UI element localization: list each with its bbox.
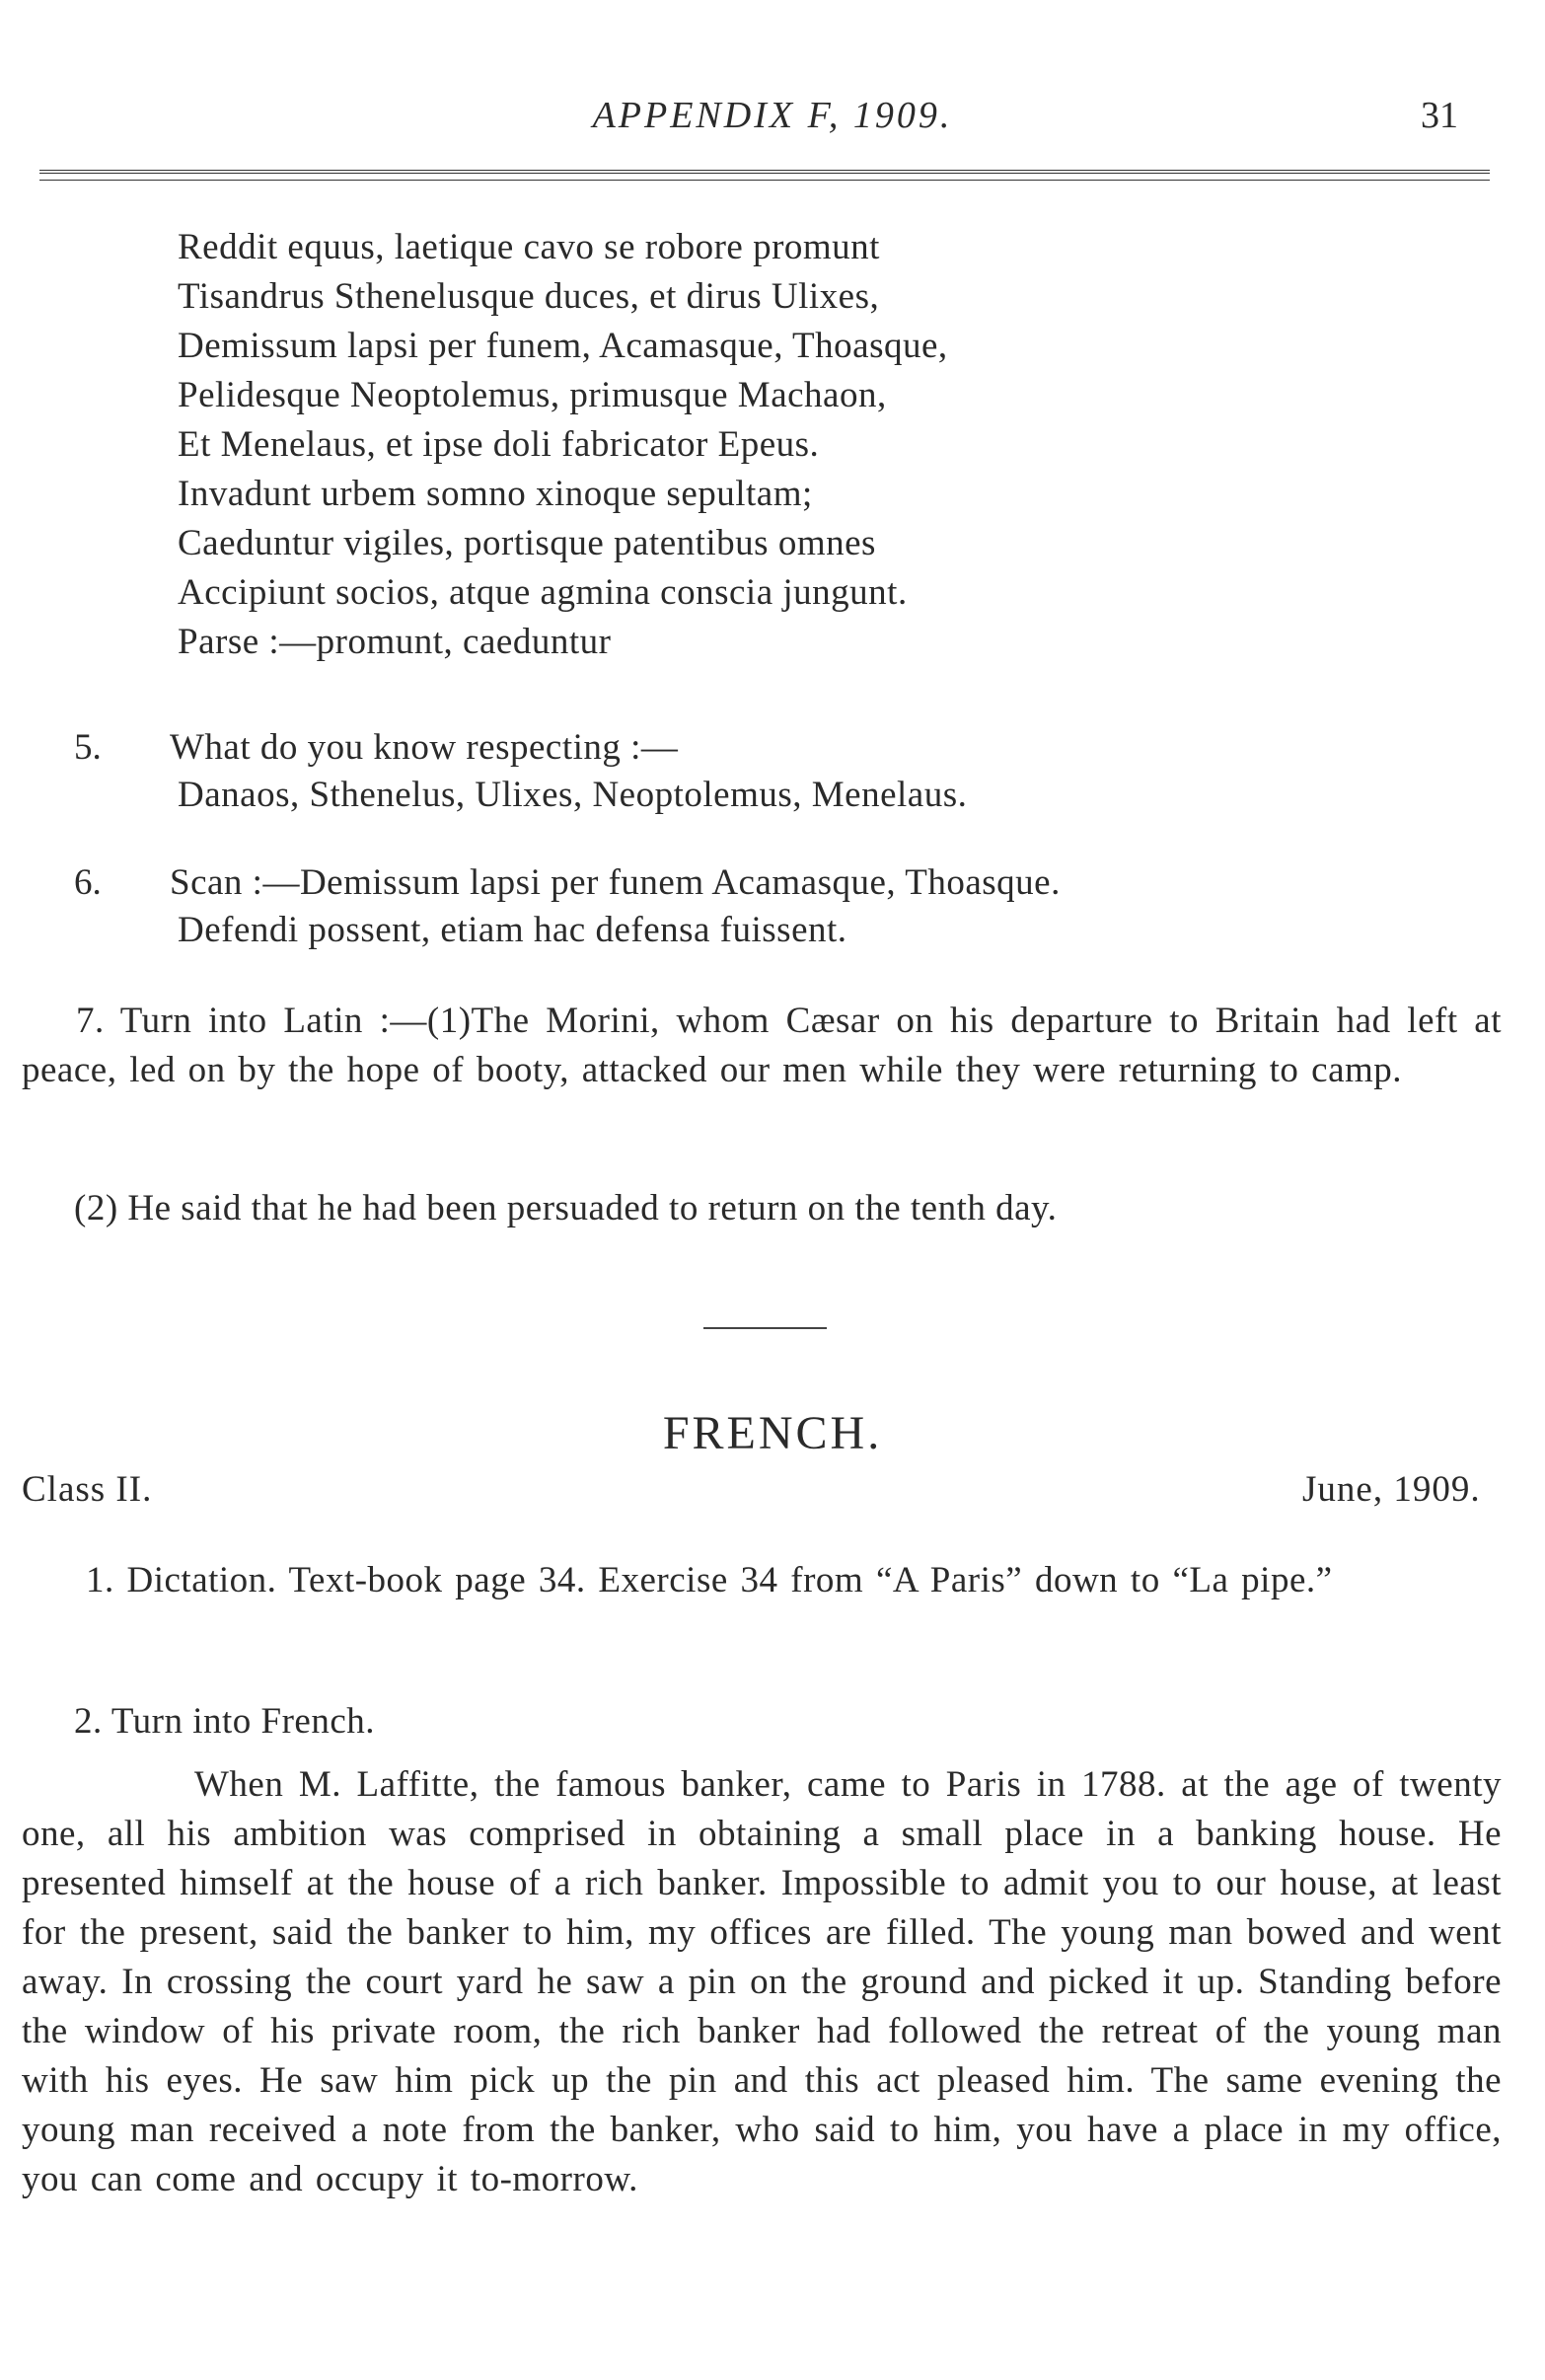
question-6-text: Scan :—Demissum lapsi per funem Acamasque, Thoasque. xyxy=(170,862,1061,903)
verse-line: Caeduntur vigiles, portisque patentibus omnes xyxy=(178,523,876,563)
exam-date: June, 1909. xyxy=(1302,1469,1481,1510)
verse-line: Reddit equus, laetique cavo se robore promunt xyxy=(178,227,880,267)
french-passage: When M. Laffitte, the famous banker, came to Paris in 1788. at the age of twenty one, all his ambition was comprised in obtaining a small place in a banking house. He presented himself at the house of a rich banker. Impossible to admit you to our house, at least for the present, said the banker to him, my offices are filled. The young man bowed and went away. In crossing the court yard he saw a pin on the ground and picked it up. Standing before the window of his private room, the rich banker had followed the retreat of the young man with his eyes. He saw him pick up the pin and this act pleased him. The same evening the young man received a note from the banker, who said to him, you have a place in my office, you can come and occupy it to-morrow. xyxy=(22,1764,1502,2199)
question-6-number: 6. xyxy=(74,862,102,903)
parse-instruction: Parse :—promunt, caeduntur xyxy=(178,622,612,662)
class-label: Class II. xyxy=(22,1469,153,1510)
verse-line: Demissum lapsi per funem, Acamasque, Thoasque, xyxy=(178,326,948,366)
section-title: FRENCH. xyxy=(662,1407,883,1459)
header-rule xyxy=(39,170,1490,181)
question-5-names: Danaos, Sthenelus, Ulixes, Neoptolemus, Menelaus. xyxy=(178,775,968,815)
verse-line: Pelidesque Neoptolemus, primusque Machaon, xyxy=(178,375,887,415)
question-7-text: 7. Turn into Latin :—(1)The Morini, whom Cæsar on his departure to Britain had left at peace, led on by the hope of booty, attacked our men while they were returning to camp. xyxy=(22,1001,1502,1090)
section-separator xyxy=(703,1327,827,1329)
question-5-number: 5. xyxy=(74,727,102,768)
french-question-2: 2. Turn into French. xyxy=(74,1701,376,1742)
verse-line: Invadunt urbem somno xinoque sepultam; xyxy=(178,474,813,514)
question-7-part-2: (2) He said that he had been persuaded to return on the tenth day. xyxy=(74,1188,1058,1228)
question-5-text: What do you know respecting :— xyxy=(170,727,679,768)
page-number: 31 xyxy=(1421,95,1458,136)
verse-line: Et Menelaus, et ipse doli fabricator Epeus. xyxy=(178,424,820,465)
verse-line: Accipiunt socios, atque agmina conscia jungunt. xyxy=(178,572,908,613)
verse-block xyxy=(178,223,948,667)
verse-line: Tisandrus Sthenelusque duces, et dirus Ulixes, xyxy=(178,276,880,317)
question-6-line2: Defendi possent, etiam hac defensa fuissent. xyxy=(178,910,847,950)
french-question-1: 1. Dictation. Text-book page 34. Exercise 34 from “A Paris” down to “La pipe.” xyxy=(86,1560,1333,1600)
running-header: APPENDIX F, 1909. xyxy=(592,95,953,136)
